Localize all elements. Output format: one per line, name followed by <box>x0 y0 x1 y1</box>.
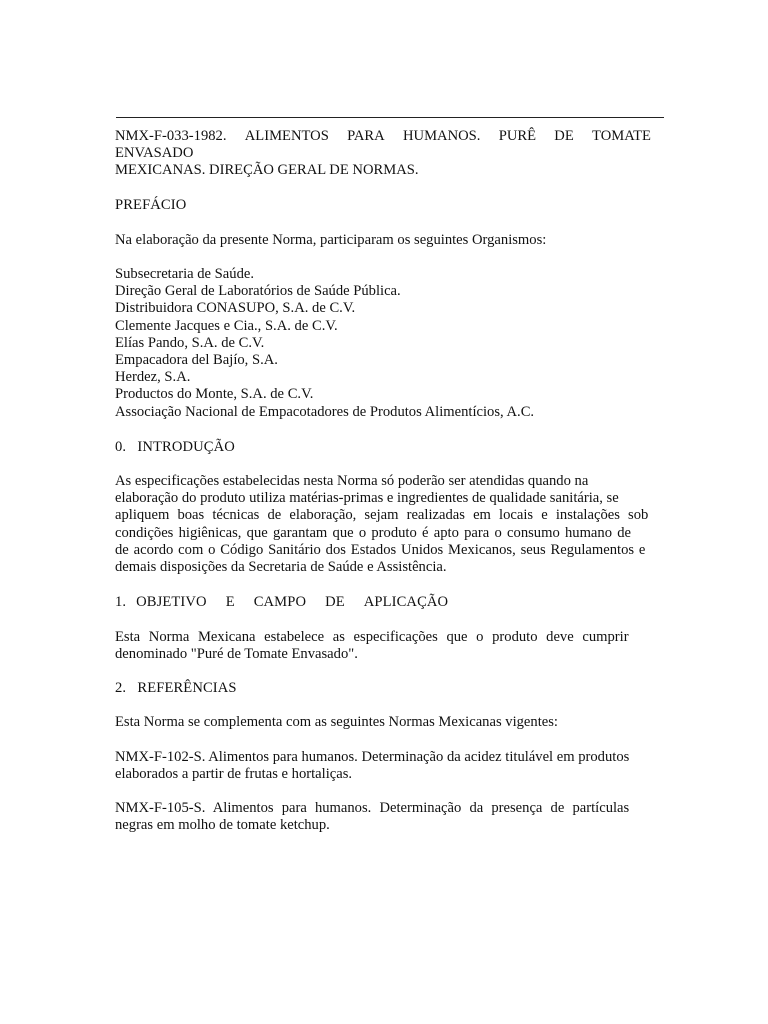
paragraph-line: As especificações estabelecidas nesta Norma só poderão ser atendidas quando na <box>115 473 589 489</box>
list-item: Elías Pando, S.A. de C.V. <box>115 334 265 351</box>
paragraph-line: apliquem boas técnicas de elaboração, sejam realizadas em locais e instalações sob <box>115 507 649 524</box>
section-2-intro: Esta Norma se complementa com as seguintes Normas Mexicanas vigentes: <box>115 714 558 730</box>
section-1-heading <box>115 594 651 611</box>
heading-word: OBJETIVO <box>136 594 207 610</box>
title-word: ALIMENTOS <box>244 128 329 144</box>
paragraph-line: de acordo com o Código Sanitário dos Estados Unidos Mexicanos, seus Regulamentos e <box>115 541 646 558</box>
heading-word: E <box>225 594 235 610</box>
title-line-2: ENVASADO <box>115 145 194 162</box>
list-item: Productos do Monte, S.A. de C.V. <box>115 386 314 403</box>
preface-intro: Na elaboração da presente Norma, participaram os seguintes Organismos: <box>115 232 547 248</box>
section-2-heading: 2. REFERÊNCIAS <box>115 680 237 696</box>
title-word: HUMANOS. <box>402 128 481 144</box>
list-item: Empacadora del Bajío, S.A. <box>115 351 278 368</box>
heading-word: 1. <box>115 594 127 610</box>
section-0-body <box>115 473 651 576</box>
paragraph-line: condições higiênicas, que garantam que o produto é apto para o consumo humano de <box>115 524 632 541</box>
paragraph-line: NMX-F-105-S. Alimentos para humanos. Determinação da presença de partículas <box>115 800 630 816</box>
title-line-3: MEXICANAS. DIREÇÃO GERAL DE NORMAS. <box>115 162 419 179</box>
heading-word: CAMPO <box>253 594 307 610</box>
list-item: Subsecretaria de Saúde. <box>115 266 254 282</box>
list-item: Direção Geral de Laboratórios de Saúde Pública. <box>115 283 401 300</box>
paragraph-line: demais disposições da Secretaria de Saúde e Assistência. <box>115 558 447 575</box>
list-item: Distribuidora CONASUPO, S.A. de C.V. <box>115 300 356 317</box>
document-title <box>115 128 651 180</box>
list-item: Herdez, S.A. <box>115 369 191 386</box>
heading-word: DE <box>325 594 345 610</box>
paragraph-line: negras em molho de tomate ketchup. <box>115 817 330 834</box>
title-word: DE <box>554 128 574 144</box>
paragraph-line: denominado "Puré de Tomate Envasado". <box>115 646 358 663</box>
title-word: NMX-F-033-1982. <box>115 128 227 144</box>
preface-heading: PREFÁCIO <box>115 197 187 213</box>
organizations-list <box>115 266 651 421</box>
paragraph-line: NMX-F-102-S. Alimentos para humanos. Determinação da acidez titulável em produtos <box>115 749 630 765</box>
heading-word: APLICAÇÃO <box>363 594 449 610</box>
list-item: Clemente Jacques e Cia., S.A. de C.V. <box>115 317 338 334</box>
title-word: PURÊ <box>498 128 537 144</box>
paragraph-line: Esta Norma Mexicana estabelece as especificações que o produto deve cumprir <box>115 629 629 645</box>
paragraph-line: elaborados a partir de frutas e hortaliças. <box>115 766 353 783</box>
section-0-heading: 0. INTRODUÇÃO <box>115 439 235 455</box>
list-item: Associação Nacional de Empacotadores de Produtos Alimentícios, A.C. <box>115 403 535 420</box>
reference-item <box>115 749 651 783</box>
header-rule <box>116 117 664 118</box>
paragraph-line: elaboração do produto utiliza matérias-primas e ingredientes de qualidade sanitária, se <box>115 490 619 507</box>
title-word: PARA <box>347 128 385 144</box>
section-1-body <box>115 629 651 663</box>
title-word: TOMATE <box>592 128 651 144</box>
title-line-1 <box>115 128 651 145</box>
reference-item <box>115 800 651 834</box>
